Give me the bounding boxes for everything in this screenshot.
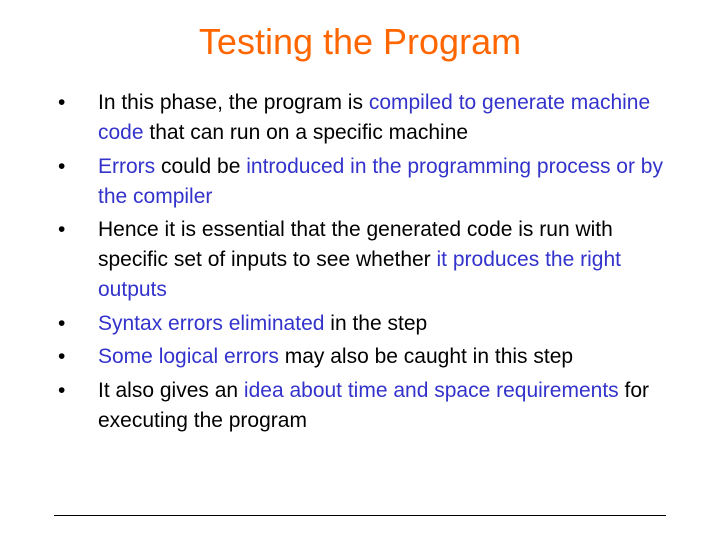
bullet-segment: Hence it is essential that the generated code is run with specific set of inputs to see whether — [98, 218, 613, 271]
bullet-dot: • — [58, 218, 66, 241]
bullet-list — [58, 88, 668, 439]
bullet-highlight: introduced in the programming process or by the compiler — [98, 154, 663, 208]
bullet-dot: • — [58, 345, 66, 368]
bullet-dot: • — [58, 311, 66, 335]
bullet-segment: It also gives an — [98, 378, 244, 402]
bullet-item — [58, 309, 668, 339]
bullet-item — [58, 215, 668, 305]
bullet-highlight: it produces — [436, 248, 540, 271]
bullet-item — [58, 342, 668, 372]
bullet-segment: for executing the program — [98, 378, 649, 432]
bullet-highlight: Some logical errors — [98, 345, 279, 368]
bullet-highlight: idea about time and space requirements — [243, 378, 619, 402]
bullet-item — [58, 152, 668, 212]
bullet-segment: that can run on a specific machine — [143, 121, 469, 144]
bullet-segment: could be — [155, 154, 247, 178]
bullet-segment: in the step — [324, 311, 428, 335]
bullet-item — [58, 88, 668, 148]
bullet-dot: • — [58, 91, 66, 114]
bullet-dot: • — [58, 378, 66, 402]
bullet-segment: may also be caught in this step — [278, 345, 574, 368]
bullet-highlight: compiled to generate machine code — [98, 91, 651, 144]
bullet-highlight: the right outputs — [98, 248, 621, 301]
bullet-highlight: Syntax errors eliminated — [98, 311, 325, 335]
bullet-item — [58, 376, 668, 436]
bullet-highlight: Errors — [98, 154, 156, 178]
slide-title: Testing the Program — [198, 21, 522, 62]
bullet-segment: In this phase, the program is — [98, 91, 369, 114]
footer-divider — [54, 515, 666, 516]
bullet-dot: • — [58, 154, 66, 178]
